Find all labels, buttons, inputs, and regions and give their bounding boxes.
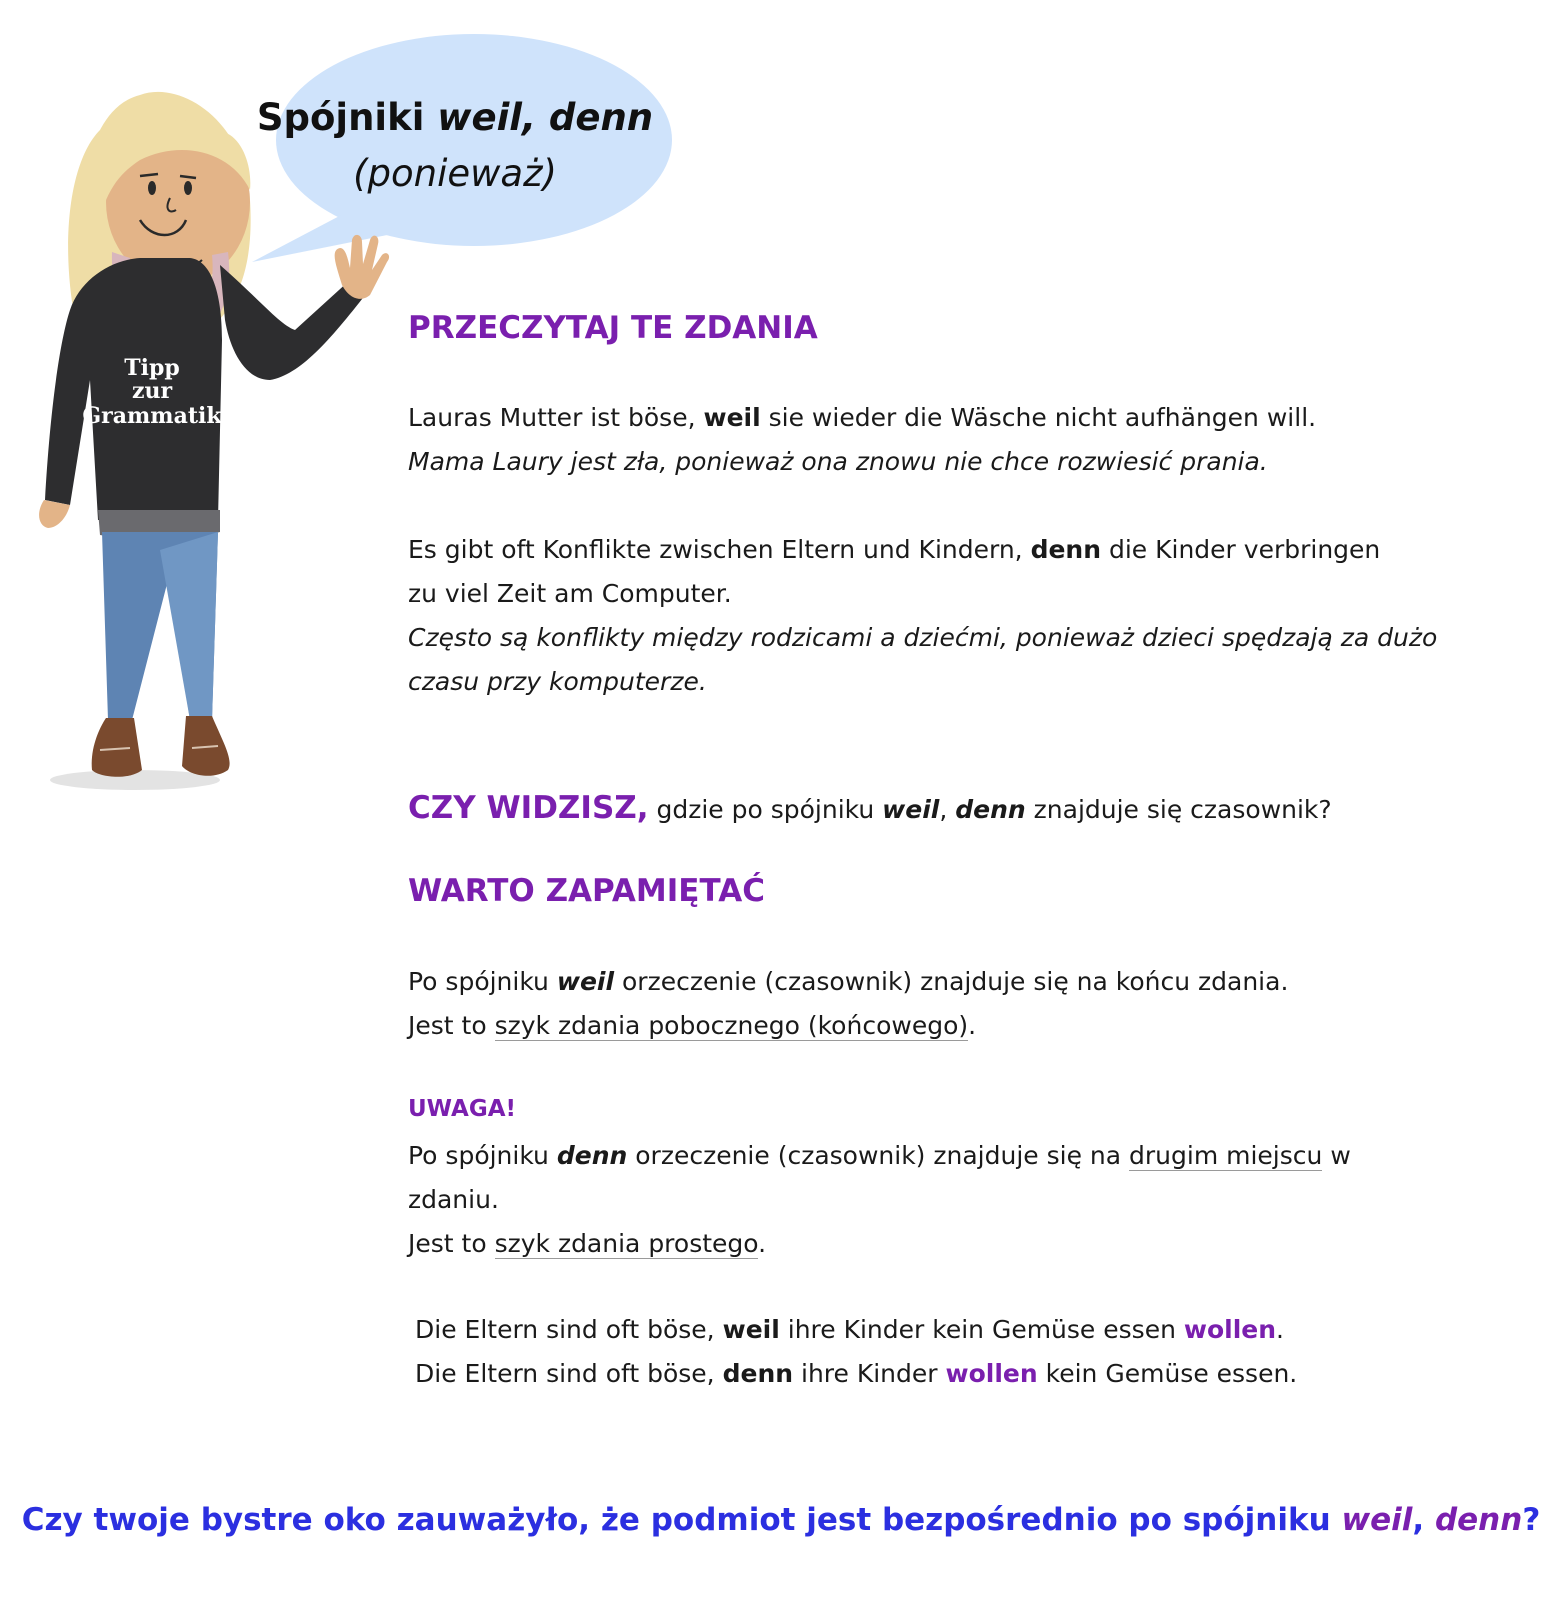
heading-remember: WARTO ZAPAMIĘTAĆ bbox=[408, 873, 765, 909]
example-2-pl-line1: Często są konflikty między rodzicami a dziećmi, ponieważ dzieci spędzają za dużo bbox=[408, 623, 1438, 652]
example-2-de-line1: Es gibt oft Konflikte zwischen Eltern und Kindern, denn die Kinder verbringen bbox=[408, 535, 1381, 564]
rule-denn: Po spójniku denn orzeczenie (czasownik) znajduje się na drugim miejscu w bbox=[408, 1141, 1351, 1170]
character-illustration bbox=[30, 80, 390, 820]
shirt-text-1: Tipp bbox=[124, 355, 180, 381]
rule-denn-line2: zdaniu. bbox=[408, 1185, 499, 1214]
rule-denn-order: Jest to szyk zdania prostego. bbox=[408, 1229, 767, 1258]
note-heading: UWAGA! bbox=[408, 1096, 516, 1122]
shirt-text-3: Grammatik bbox=[82, 403, 222, 429]
example-2-de-line2: zu viel Zeit am Computer. bbox=[408, 579, 732, 608]
example-denn-sentence: Die Eltern sind oft böse, denn ihre Kinder wollen kein Gemüse essen. bbox=[415, 1359, 1298, 1388]
final-question: Czy twoje bystre oko zauważyło, że podmiot jest bezpośrednio po spójniku weil, denn? bbox=[21, 1502, 1541, 1538]
example-1-de: Lauras Mutter ist böse, weil sie wieder die Wäsche nicht aufhängen will. bbox=[408, 403, 1317, 432]
example-weil-sentence: Die Eltern sind oft böse, weil ihre Kinder kein Gemüse essen wollen. bbox=[415, 1315, 1284, 1344]
rule-weil: Po spójniku weil orzeczenie (czasownik) znajduje się na końcu zdania. bbox=[408, 967, 1289, 996]
heading-read: PRZECZYTAJ TE ZDANIA bbox=[408, 310, 818, 346]
rule-weil-order: Jest to szyk zdania pobocznego (końcowego). bbox=[408, 1011, 977, 1040]
example-1-pl: Mama Laury jest zła, ponieważ ona znowu nie chce rozwiesić prania. bbox=[408, 447, 1268, 476]
example-2-pl-line2: czasu przy komputerze. bbox=[408, 667, 707, 696]
question-line: CZY WIDZISZ, gdzie po spójniku weil, denn znajduje się czasownik? bbox=[408, 790, 1332, 826]
bubble-title: Spójniki weil, denn (ponieważ) bbox=[256, 96, 654, 195]
shirt-text-2: zur bbox=[131, 378, 173, 404]
